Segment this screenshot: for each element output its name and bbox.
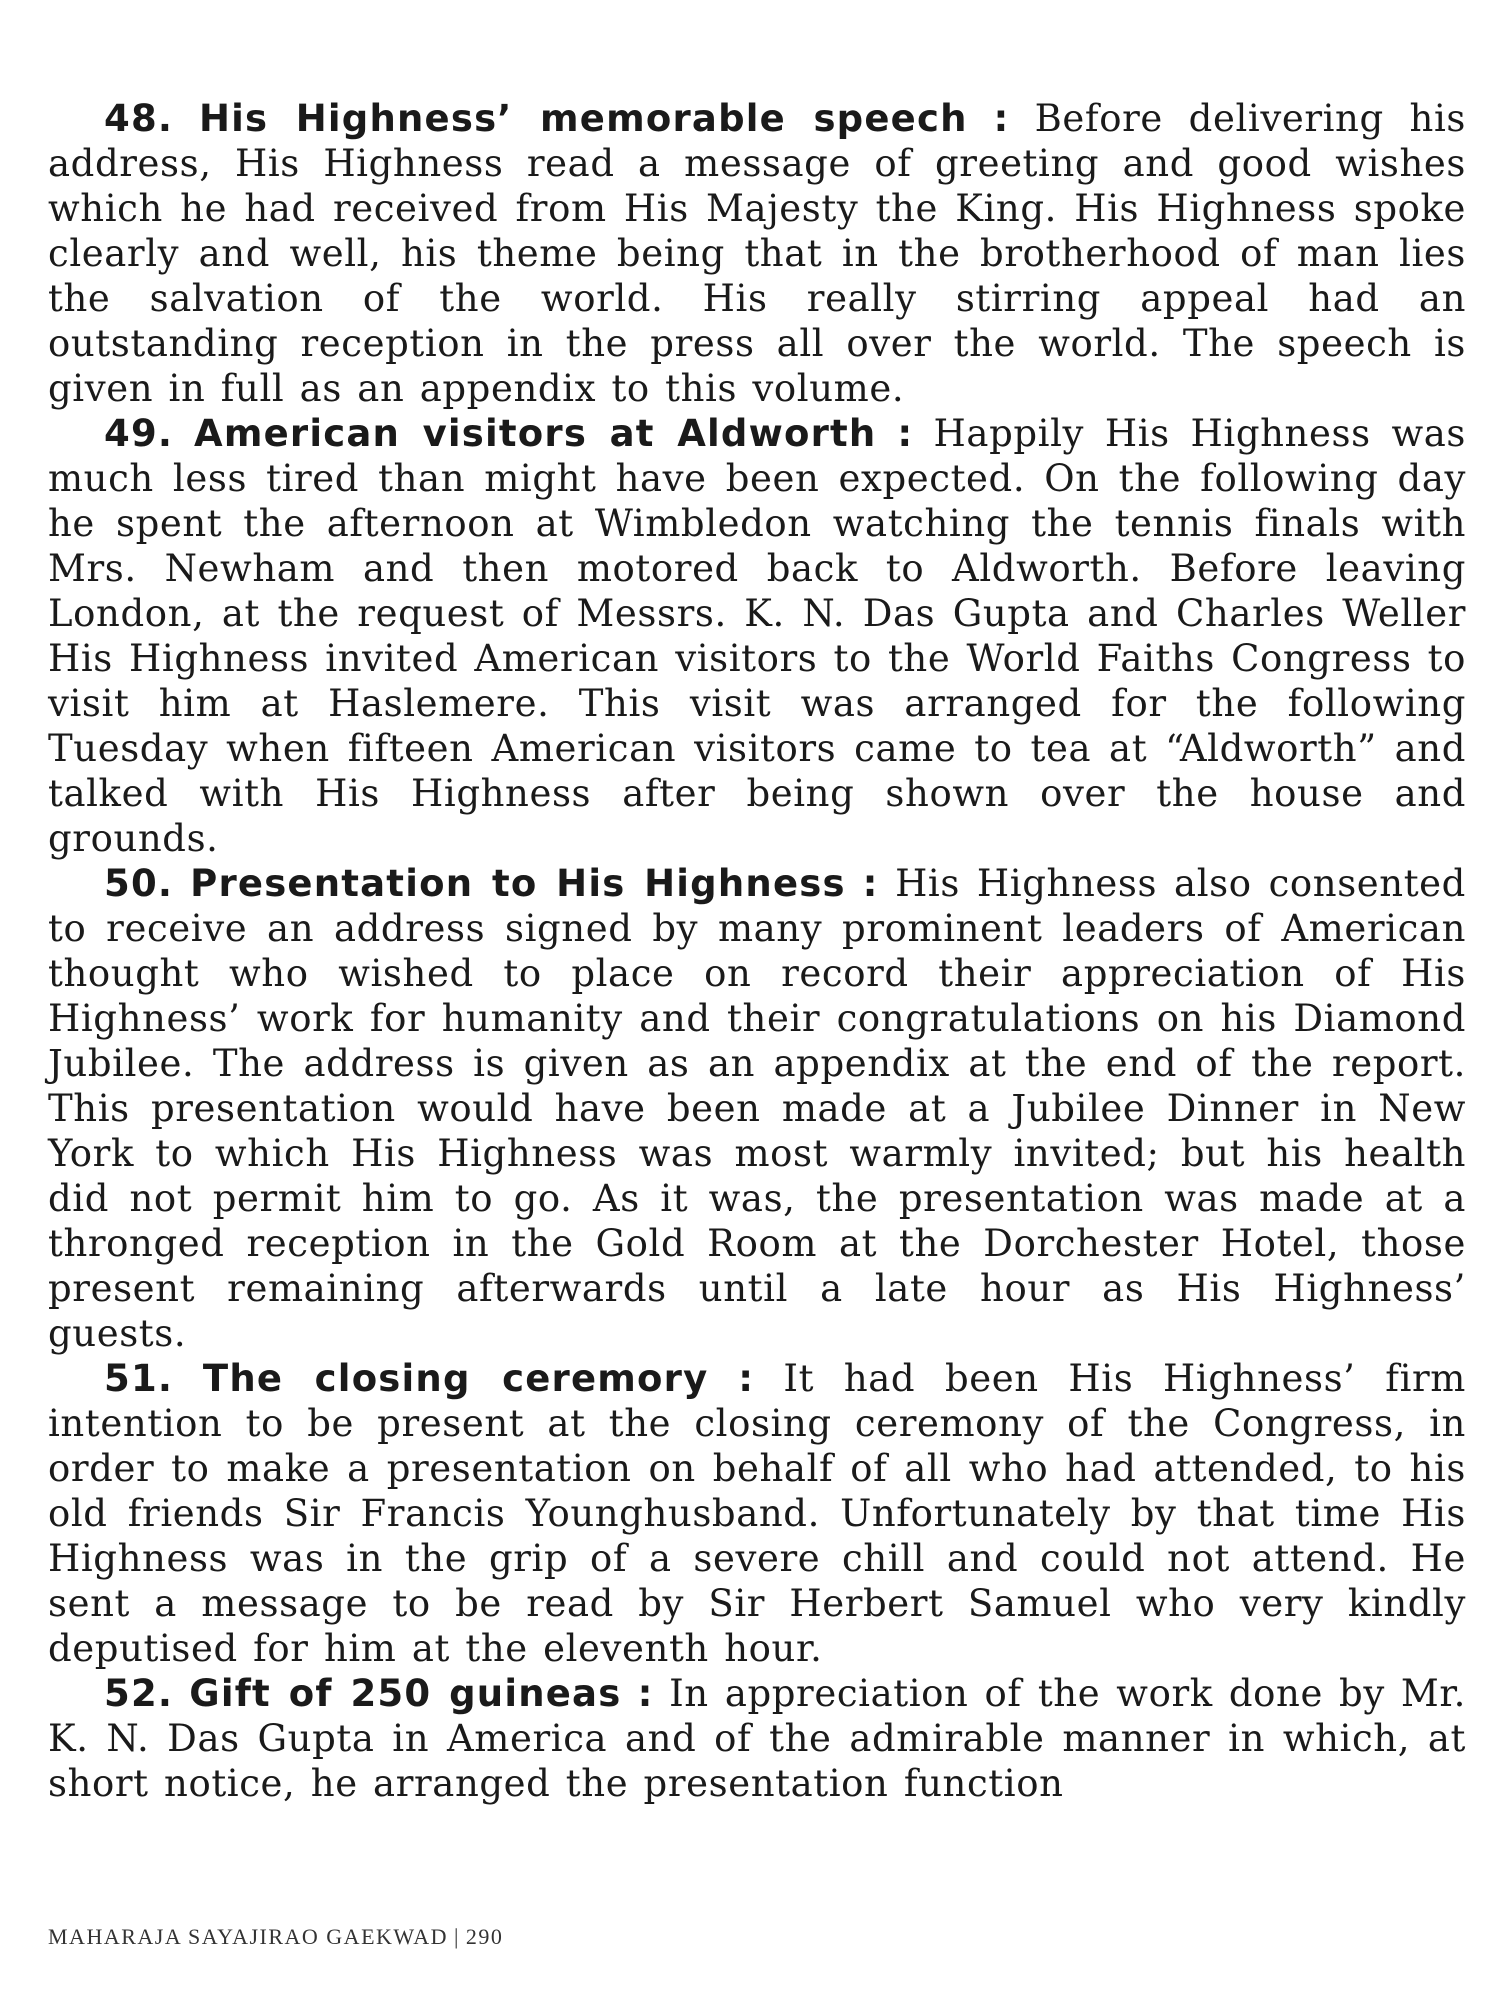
footer-separator: | (454, 1924, 460, 1949)
paragraph-heading: His Highness’ memorable speech (198, 97, 968, 140)
paragraph-48 (48, 96, 1466, 411)
paragraph-heading: The closing ceremory (202, 1357, 709, 1400)
page-body (48, 96, 1466, 1806)
paragraph-heading: Presentation to His Highness (190, 862, 846, 905)
page-footer (48, 1924, 503, 1950)
paragraph-49 (48, 411, 1466, 861)
footer-book-title: MAHARAJA SAYAJIRAO GAEKWAD (48, 1924, 449, 1949)
paragraph-text: In appreciation of the work done by Mr. K. N. Das Gupta in America and of the admirable manner in which, at short notice, he arranged the presentation function (48, 1672, 1466, 1805)
paragraph-heading: Gift of 250 guineas (189, 1672, 622, 1715)
paragraph-52 (48, 1671, 1466, 1806)
paragraph-number: 50. (104, 862, 174, 905)
heading-separator: : (993, 97, 1009, 140)
paragraph-text: Before delivering his address, His Highness read a message of greeting and good wishes which he had received from His Majesty the King. His Highness spoke clearly and well, his theme being that in the brotherhood of man lies the salvation of the world. His really stirring appeal had an outstanding reception in the press all over the world. The speech is given in full as an appendix to this volume. (48, 97, 1466, 410)
paragraph-50 (48, 861, 1466, 1356)
paragraph-number: 52. (104, 1672, 174, 1715)
paragraph-heading: American visitors at Aldworth (193, 412, 877, 455)
heading-separator: : (738, 1357, 754, 1400)
paragraph-text: Happily His Highness was much less tired than might have been expected. On the following day he spent the afternoon at Wimbledon watching the tennis finals with Mrs. Newham and then motored back to Aldworth. Before leaving London, at the request of Messrs. K. N. Das Gupta and Charles Weller His Highness invited American visitors to the World Faiths Congress to visit him at Haslemere. This visit was arranged for the following Tuesday when fifteen American visitors came to tea at “Aldworth” and talked with His Highness after being shown over the house and grounds. (48, 412, 1466, 860)
heading-separator: : (862, 862, 879, 905)
page-number: 290 (465, 1924, 504, 1949)
heading-separator: : (897, 412, 913, 455)
paragraph-text: It had been His Highness’ firm intention to be present at the closing ceremony of the Congress, in order to make a presentation on behalf of all who had attended, to his old friends Sir Francis Younghusband. Unfortunately by that time His Highness was in the grip of a severe chill and could not attend. He sent a message to be read by Sir Herbert Samuel who very kindly deputised for him at the eleventh hour. (48, 1357, 1466, 1670)
paragraph-number: 48. (104, 97, 174, 140)
paragraph-text: His Highness also consented to receive an address signed by many prominent leaders of American thought who wished to place on record their appreciation of His Highness’ work for humanity and their congratulations on his Diamond Jubilee. The address is given as an appendix at the end of the report. This presentation would have been made at a Jubilee Dinner in New York to which His Highness was most warmly invited; but his health did not permit him to go. As it was, the presentation was made at a thronged reception in the Gold Room at the Dorchester Hotel, those present remaining afterwards until a late hour as His Highness’ guests. (48, 862, 1466, 1355)
paragraph-51 (48, 1356, 1466, 1671)
paragraph-number: 51. (104, 1357, 174, 1400)
heading-separator: : (637, 1672, 653, 1715)
paragraph-number: 49. (104, 412, 174, 455)
